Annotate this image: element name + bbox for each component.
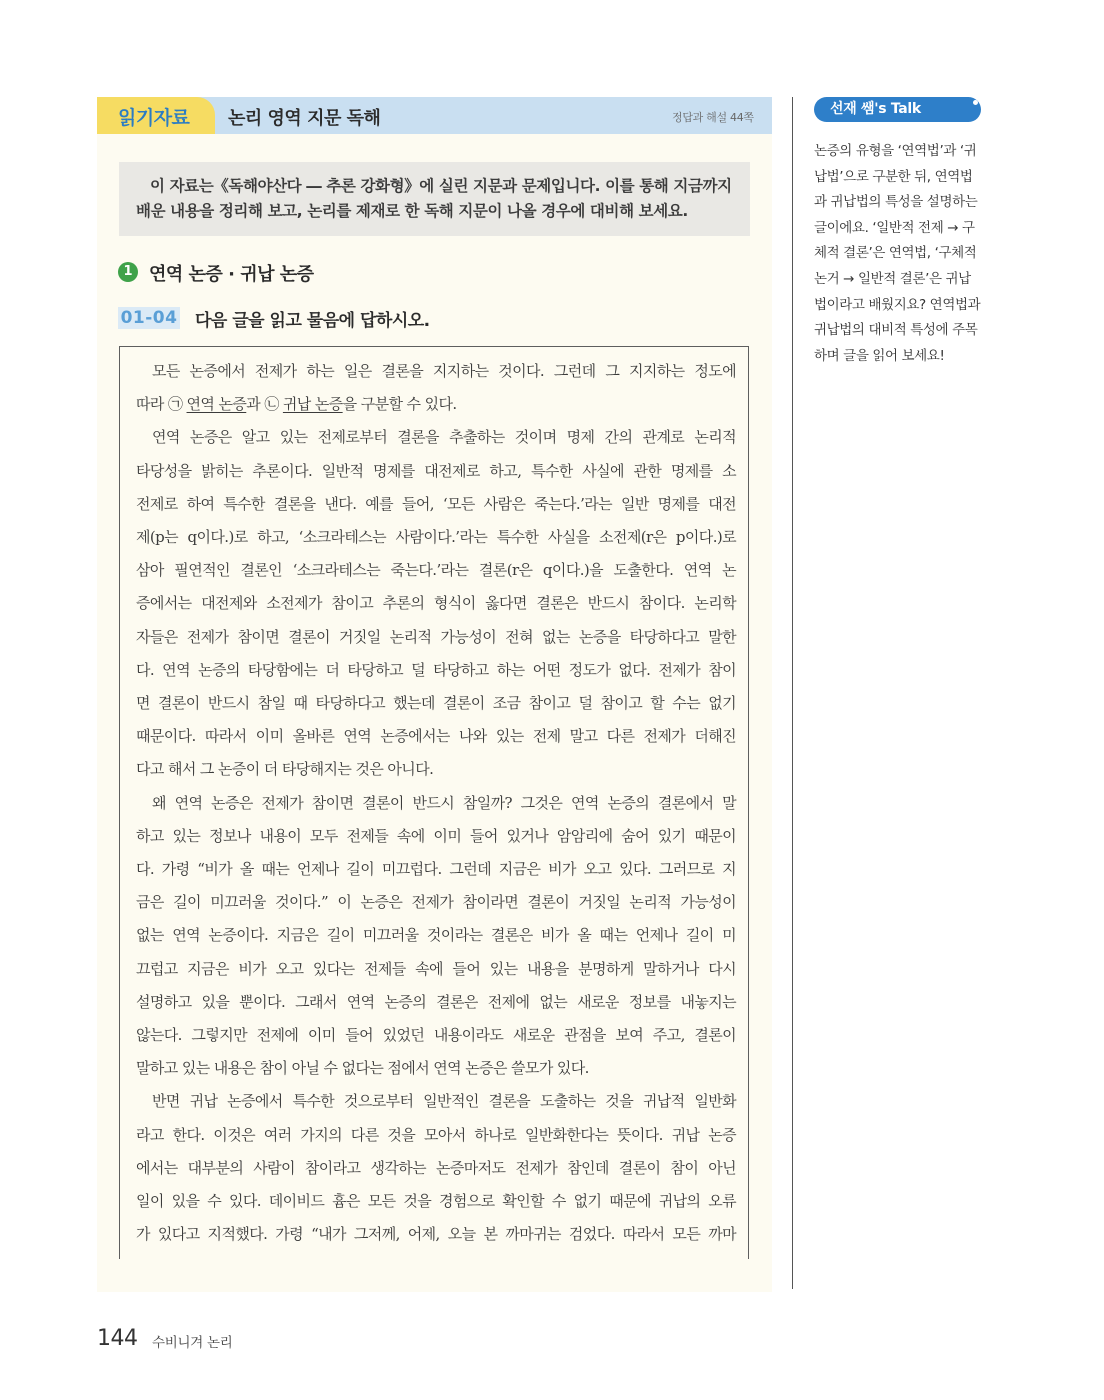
intro-text (136, 174, 740, 224)
talk-line: 과 귀납법의 특성을 설명하는 (814, 194, 978, 211)
talk-line: 납법’으로 구분한 뒤, 연역법 (814, 168, 973, 185)
passage-line: 다. 연역 논증의 타당함에는 더 타당하고 덜 타당하고 하는 어떤 정도가 없다. 전제가 참이 (136, 660, 736, 679)
talk-line: 하며 글을 읽어 보세요! (814, 347, 945, 364)
passage-line: 끄럽고 지금은 비가 오고 있다는 전제들 속에 들어 있는 내용을 분명하게 말하거나 다시 (136, 959, 736, 978)
talk-line: 글이에요. ‘일반적 전제 → 구 (814, 219, 975, 236)
passage-line: 라고 한다. 이것은 여러 가지의 다른 것을 모아서 하나로 일반화한다는 뜻이다. 귀납 논증 (136, 1125, 736, 1144)
teacher-talk-text (814, 139, 986, 369)
talk-line: 법이라고 배웠지요? 연역법과 (814, 296, 981, 313)
section-title: 연역 논증 · 귀납 논증 (149, 264, 314, 285)
talk-line: 체적 결론’은 연역법, ‘구체적 (814, 245, 977, 262)
sidebar-divider (792, 97, 793, 1289)
term-deductive-argument: 연역 논증 (186, 395, 247, 414)
passage-fragment: 따라 ㉠ (136, 395, 187, 414)
passage-line: 모든 논증에서 전제가 하는 일은 결론을 지지하는 것이다. 그런데 그 지지하는 정도에 (152, 362, 736, 380)
passage-line: 다. 가령 “비가 올 때는 언제나 길이 미끄럽다. 그런데 지금은 비가 오고 있다. 그러므로 지 (136, 860, 736, 879)
passage-line: 연역 논증은 알고 있는 전제로부터 결론을 추출하는 것이며 명제 간의 관계로 논리적 (152, 428, 736, 447)
passage-line: 면 결론이 반드시 참일 때 타당하다고 했는데 결론이 조금 참이고 덜 참이고 할 수는 없기 (136, 694, 736, 713)
header-tab-label: 읽기자료 (118, 107, 190, 129)
passage-line: 않는다. 그렇지만 전제에 이미 들어 있었던 내용이라도 새로운 관점을 보여 주고, 결론이 (136, 1026, 736, 1045)
passage-line: 왜 연역 논증은 전제가 참이면 결론이 반드시 참일까? 그것은 연역 논증의 결론에서 말 (152, 793, 736, 812)
talk-line: 논증의 유형을 ‘연역법’과 ‘귀 (814, 143, 977, 159)
intro-line: 이 자료는《독해야산다 ― 추론 강화형》에 실린 지문과 문제입니다. 이를 통해 지금까지 (150, 177, 732, 195)
talk-line: 논거 → 일반적 결론’은 귀납 (814, 270, 971, 287)
page-number: 144 (97, 1326, 138, 1351)
badge-dot (973, 100, 978, 105)
passage-line: 타당성을 밝히는 추론이다. 일반적 명제를 대전제로 하고, 특수한 사실에 관한 명제를 소 (136, 461, 736, 480)
header-title: 논리 영역 지문 독해 (228, 108, 381, 129)
passage-line: 에서는 대부분의 사람이 참이라고 생각하는 논증마저도 전제가 참인데 결론이 참이 아닌 (136, 1158, 736, 1177)
teacher-talk-badge: 선재 쌤's Talk (814, 97, 981, 122)
passage-line: 가 있다고 지적했다. 가령 “내가 그저께, 어제, 오늘 본 까마귀는 검었다. 따라서 모든 까마 (136, 1225, 736, 1244)
passage-fragment: 과 ㉡ (246, 395, 283, 414)
passage-line: 증에서는 대전제와 소전제가 참이고 추론의 형식이 옳다면 결론은 반드시 참이다. 논리학 (136, 594, 736, 613)
passage-fragment: 을 구분할 수 있다. (342, 395, 457, 414)
passage-line: 없는 연역 논증이다. 지금은 길이 미끄러울 것이라는 결론은 비가 올 때는 언제나 길이 미 (136, 926, 736, 945)
term-inductive-argument: 귀납 논증 (282, 395, 343, 414)
answer-reference: 정답과 해설 44쪽 (672, 111, 754, 124)
passage-line: 금은 길이 미끄러울 것이다.” 이 논증은 전제가 참이라면 결론이 거짓일 논리적 가능성이 (136, 893, 736, 912)
passage-line: 일이 있을 수 있다. 데이비드 흄은 모든 것을 경험으로 확인할 수 없기 때문에 귀납의 오류 (136, 1192, 736, 1211)
passage-line (136, 388, 736, 421)
section-number-badge: 1 (118, 262, 138, 282)
passage-line: 하고 있는 정보나 내용이 모두 전제들 속에 이미 들어 있거나 암암리에 숨어 있기 때문이 (136, 826, 736, 845)
passage-text (136, 355, 736, 1251)
book-title: 수비니겨 논리 (152, 1335, 233, 1351)
passage-line: 반면 귀납 논증에서 특수한 것으로부터 일반적인 결론을 도출하는 것을 귀납적 일반화 (152, 1092, 736, 1111)
passage-line: 전제로 하여 특수한 결론을 낸다. 예를 들어, ‘모든 사람은 죽는다.’라는 일반 명제를 대전 (136, 494, 736, 513)
passage-line: 삼아 필연적인 결론인 ‘소크라테스는 죽는다.’라는 결론(r은 q이다.)을 도출한다. 연역 논 (136, 561, 736, 580)
passage-line: 때문이다. 따라서 이미 올바른 연역 논증에서는 나와 있는 전제 말고 다른 전제가 더해진 (136, 727, 736, 746)
intro-line: 배운 내용을 정리해 보고, 논리를 제재로 한 독해 지문이 나올 경우에 대비해 보세요. (136, 202, 688, 220)
passage-line: 다고 해서 그 논증이 더 타당해지는 것은 아니다. (136, 760, 434, 779)
passage-line: 제(p는 q이다.)로 하고, ‘소크라테스는 사람이다.’라는 특수한 사실을 소전제(r은 p이다.)로 (136, 528, 736, 547)
question-range-badge: 01-04 (118, 307, 180, 329)
passage-line: 설명하고 있을 뿐이다. 그래서 연역 논증의 결론은 전제에 없는 새로운 정보를 내놓지는 (136, 992, 736, 1011)
question-instruction: 다음 글을 읽고 물음에 답하시오. (195, 311, 430, 331)
passage-line: 자들은 전제가 참이면 결론이 거짓일 논리적 가능성이 전혀 없는 논증을 타당하다고 말한 (136, 627, 736, 646)
passage-line: 말하고 있는 내용은 참이 아닐 수 없다는 점에서 연역 논증은 쓸모가 있다. (136, 1059, 589, 1078)
talk-line: 귀납법의 대비적 특성에 주목 (814, 322, 978, 339)
